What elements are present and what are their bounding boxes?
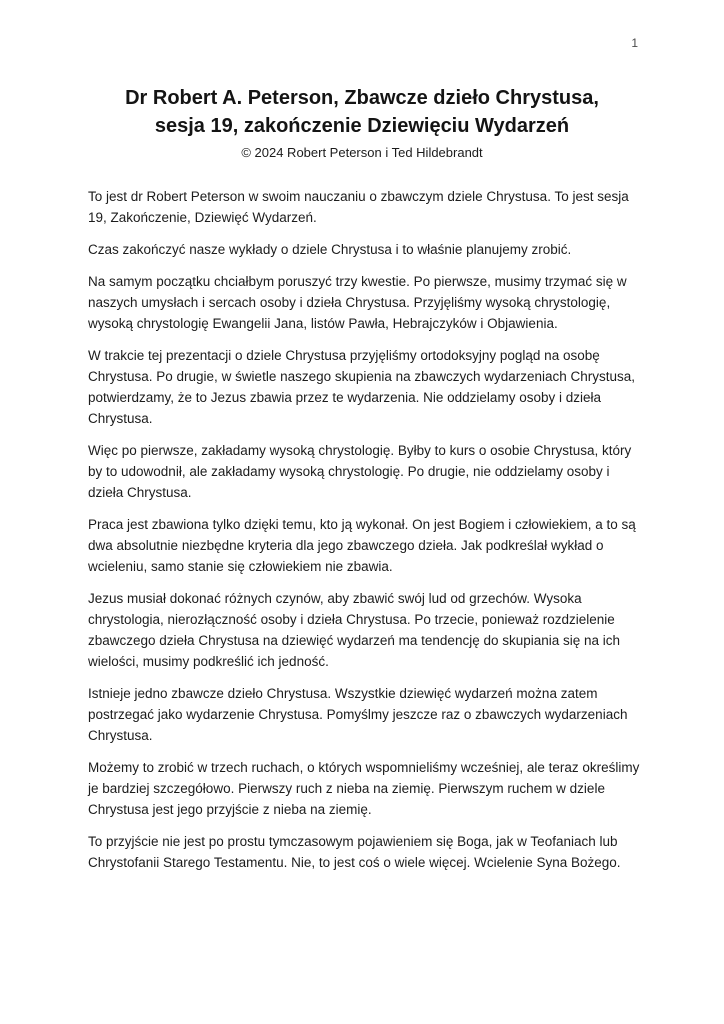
document-header bbox=[0, 84, 724, 162]
document-body bbox=[88, 186, 640, 873]
paragraph: Czas zakończyć nasze wykłady o dziele Chrystusa i to właśnie planujemy zrobić. bbox=[88, 242, 572, 257]
paragraph: Jezus musiał dokonać różnych czynów, aby zbawić swój lud od grzechów. Wysoka chrystologia, nierozłączność osoby i dzieła Chrystusa. Po trzecie, ponieważ rozdzielenie zbawczego dzieła Chrystusa na dziewięć wydarzeń ma tendencję do skupiania się na ich wielości, musimy podkreślić ich jedność. bbox=[88, 591, 621, 669]
paragraph: W trakcie tej prezentacji o dziele Chrystusa przyjęliśmy ortodoksyjny pogląd na osobę Chrystusa. Po drugie, w świetle naszego skupienia na zbawczych wydarzeniach Chrystusa, potwierdzamy, że to Jezus zbawia przez te wydarzenia. Nie oddzielamy osoby i dzieła Chrystusa. bbox=[88, 348, 636, 426]
paragraph: Istnieje jedno zbawcze dzieło Chrystusa. Wszystkie dziewięć wydarzeń można zatem postrzegać jako wydarzenie Chrystusa. Pomyślmy jeszcze raz o zbawczych wydarzeniach Chrystusa. bbox=[88, 686, 628, 743]
paragraph: To przyjście nie jest po prostu tymczasowym pojawieniem się Boga, jak w Teofaniach lub Chrystofanii Starego Testamentu. Nie, to jest coś o wiele więcej. Wcielenie Syna Bożego. bbox=[88, 834, 621, 870]
paragraph: Praca jest zbawiona tylko dzięki temu, kto ją wykonał. On jest Bogiem i człowiekiem, a to są dwa absolutnie niezbędne kryteria dla jego zbawczego dzieła. Jak podkreślał wykład o wcieleniu, samo stanie się człowiekiem nie zbawia. bbox=[88, 517, 636, 574]
document-title-line-2: sesja 19, zakończenie Dziewięciu Wydarzeń bbox=[154, 115, 570, 137]
paragraph: To jest dr Robert Peterson w swoim nauczaniu o zbawczym dziele Chrystusa. To jest sesja 19, Zakończenie, Dziewięć Wydarzeń. bbox=[88, 189, 629, 225]
paragraph: Na samym początku chciałbym poruszyć trzy kwestie. Po pierwsze, musimy trzymać się w naszych umysłach i sercach osoby i dzieła Chrystusa. Przyjęliśmy wysoką chrystologię, wysoką chrystologię Ewangelii Jana, listów Pawła, Hebrajczyków i Objawienia. bbox=[88, 274, 627, 331]
paragraph: Więc po pierwsze, zakładamy wysoką chrystologię. Byłby to kurs o osobie Chrystusa, który by to udowodnił, ale zakładamy wysoką chrystologię. Po drugie, nie oddzielamy osoby i dzieła Chrystusa. bbox=[88, 443, 632, 500]
document-title-line-1: Dr Robert A. Peterson, Zbawcze dzieło Chrystusa, bbox=[125, 87, 599, 109]
paragraph: Możemy to zrobić w trzech ruchach, o których wspomnieliśmy wcześniej, ale teraz określimy je bardziej szczegółowo. Pierwszy ruch z nieba na ziemię. Pierwszym ruchem w dziele Chrystusa jest jego przyjście z nieba na ziemię. bbox=[88, 760, 640, 817]
page-number: 1 bbox=[631, 36, 638, 50]
copyright-line: © 2024 Robert Peterson i Ted Hildebrandt bbox=[241, 145, 483, 160]
